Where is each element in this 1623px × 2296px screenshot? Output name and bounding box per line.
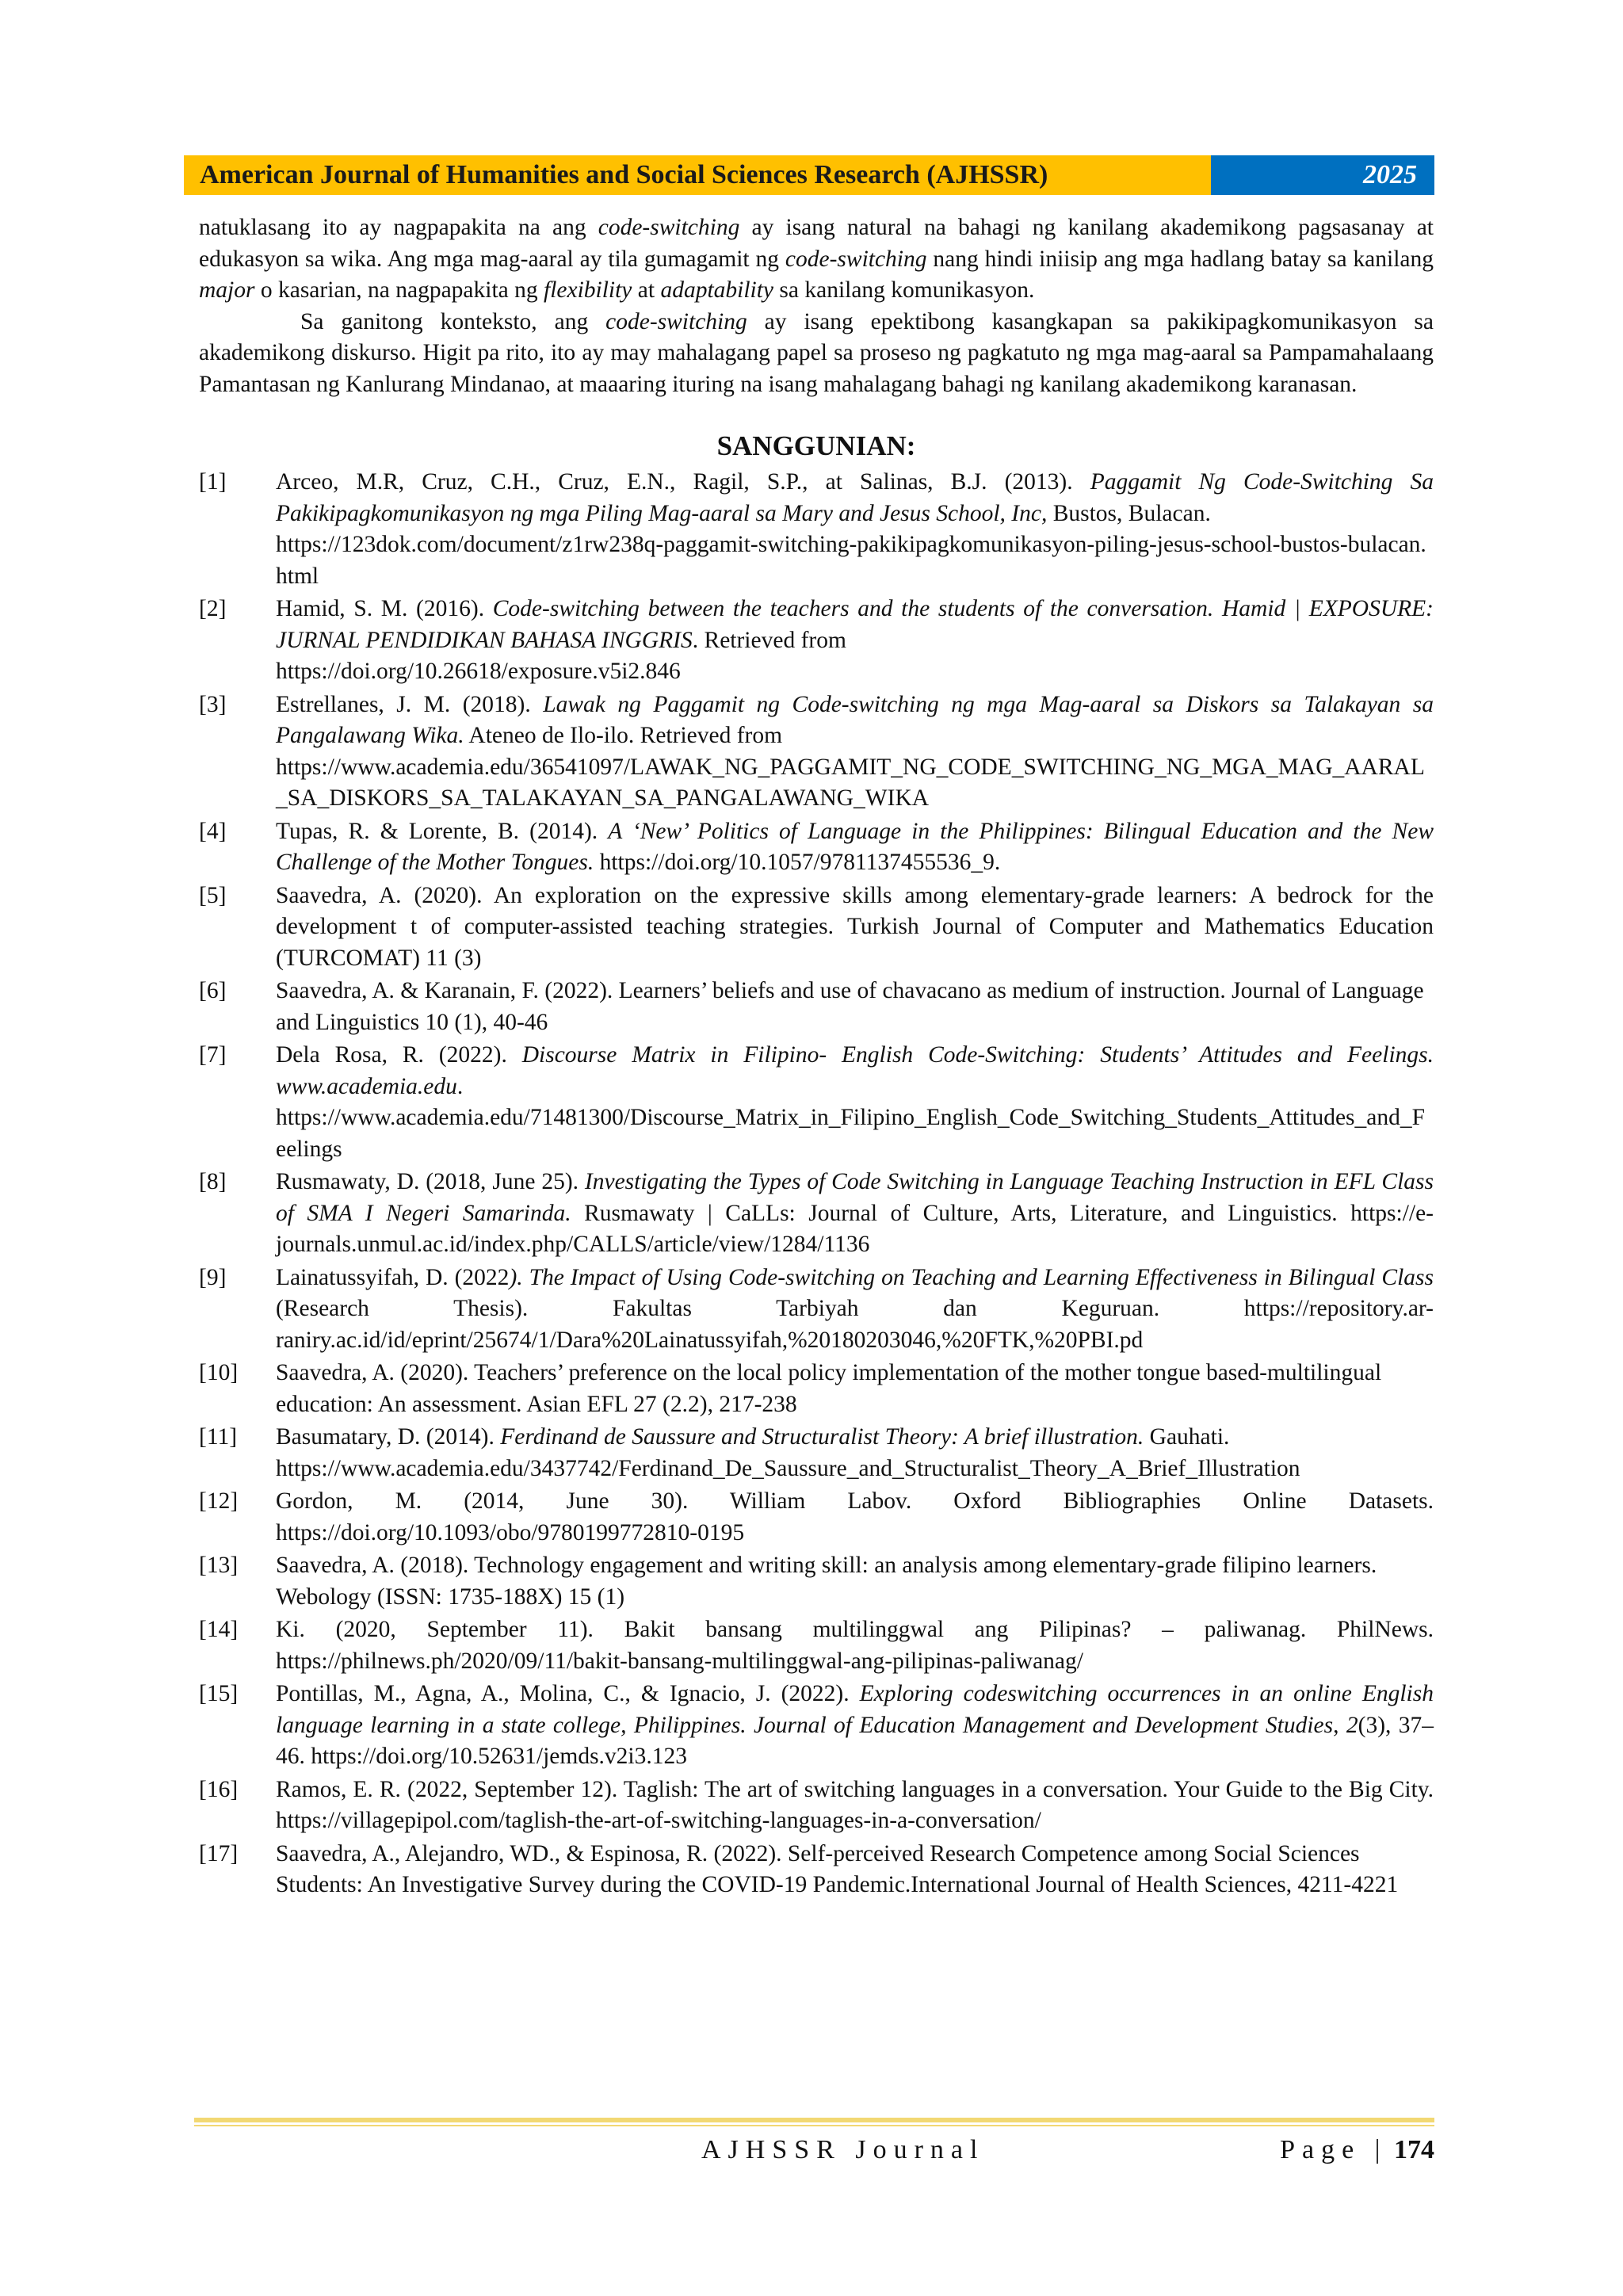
text-run: Saavedra, A. (2018). Technology engagement and writing skill: an analysis among elementary-grade filipino learners. Webology (ISSN: 1735-188X) 15 (1) bbox=[276, 1553, 1377, 1610]
intro-paragraph-1 bbox=[199, 212, 1434, 307]
text-run: at bbox=[632, 277, 661, 303]
text-run: Hamid, S. M. (2016). bbox=[276, 596, 493, 621]
text-run: ay isang epektibong kasangkapan sa pakikipagkomunikasyon sa akademikong diskurso. Higit pa rito, ito ay may mahalagang papel sa proseso ng pagkatuto ng mga mag-aaral sa Pampamahalaang Pamantasan ng Kanlurang Mindanao, at maaaring ituring na isang mahalagang bahagi ng kanilang akademikong karanasan. bbox=[199, 308, 1434, 397]
text-run: Basumatary, D. (2014). bbox=[276, 1424, 501, 1450]
reference-item bbox=[199, 1550, 1434, 1614]
reference-number: [6] bbox=[199, 978, 227, 1003]
reference-text bbox=[276, 1167, 1434, 1261]
footer-divider bbox=[194, 2118, 1434, 2122]
text-run: (Research Thesis). Fakultas Tarbiyah dan Keguruan. https://repository.ar-raniry.ac.id/id/eprint/25674/1/Dara%20Lainatussyifah,%20180203046,%20FTK,%20PBI.pd bbox=[276, 1296, 1434, 1353]
italic-text: Exploring codeswitching occurrences in an online English language learning in a state college, Philippines. Journal of Education Management and Development Studies bbox=[276, 1681, 1434, 1738]
reference-text bbox=[276, 1358, 1434, 1420]
footer-divider-thin bbox=[194, 2125, 1434, 2126]
text-run: Gauhati. bbox=[1144, 1424, 1230, 1450]
reference-text bbox=[276, 816, 1434, 879]
italic-text: Code-switching between the teachers and the students of the conversation. Hamid | EXPOSURE: JURNAL PENDIDIKAN BAHASA INGGRIS bbox=[276, 596, 1434, 653]
page-number: 174 bbox=[1394, 2135, 1434, 2164]
text-run: . bbox=[456, 1073, 464, 1099]
reference-number: [8] bbox=[199, 1169, 227, 1194]
reference-item bbox=[199, 1614, 1434, 1679]
intro-paragraph-2 bbox=[199, 307, 1434, 401]
reference-number: [1] bbox=[199, 469, 227, 495]
reference-number: [9] bbox=[199, 1264, 227, 1290]
text-run: , bbox=[1333, 1712, 1346, 1738]
reference-item bbox=[199, 1839, 1434, 1903]
reference-text bbox=[276, 1550, 1434, 1613]
reference-number: [4] bbox=[199, 818, 227, 844]
reference-url: https://doi.org/10.26618/exposure.v5i2.846 bbox=[276, 659, 681, 684]
text-run: Lainatussyifah, D. (2022 bbox=[276, 1264, 510, 1290]
reference-item bbox=[199, 1486, 1434, 1550]
reference-text bbox=[276, 881, 1434, 975]
text-run: (3), 37–46. https://doi.org/10.52631/jemds.v2i3.123 bbox=[276, 1712, 1434, 1769]
page-footer bbox=[194, 2132, 1434, 2168]
reference-number: [7] bbox=[199, 1042, 227, 1068]
reference-url: https://www.academia.edu/71481300/Discourse_Matrix_in_Filipino_English_Code_Switching_Students_Attitudes_and_Feelings bbox=[276, 1105, 1426, 1162]
reference-number: [13] bbox=[199, 1553, 239, 1578]
text-run: ay isang natural na bahagi ng kanilang akademikong pagsasanay at edukasyon sa wika. Ang mga mag-aaral ay tila gumagamit ng bbox=[199, 215, 1434, 272]
reference-text bbox=[276, 1486, 1434, 1549]
text-run: nang hindi iniisip ang mga hadlang batay sa kanilang bbox=[926, 246, 1434, 272]
reference-text bbox=[276, 1614, 1434, 1677]
reference-number: [16] bbox=[199, 1776, 239, 1802]
reference-item bbox=[199, 690, 1434, 816]
reference-text bbox=[276, 594, 1434, 688]
reference-text bbox=[276, 690, 1434, 815]
reference-item bbox=[199, 1263, 1434, 1358]
text-run: Pontillas, M., Agna, A., Molina, C., & Ignacio, J. (2022). bbox=[276, 1681, 860, 1706]
text-run: Ateneo de Ilo-ilo. Retrieved from bbox=[464, 723, 783, 748]
text-run: https://doi.org/10.1057/9781137455536_9. bbox=[594, 850, 1001, 875]
italic-text: Discourse Matrix in Filipino- English Code-Switching: Students’ Attitudes and Feelings. www.academia.edu bbox=[276, 1042, 1434, 1099]
article-body bbox=[199, 212, 1434, 1903]
reference-text bbox=[276, 976, 1434, 1038]
reference-text bbox=[276, 1839, 1434, 1901]
reference-url: https://www.academia.edu/36541097/LAWAK_NG_PAGGAMIT_NG_CODE_SWITCHING_NG_MGA_MAG_AARAL_SA_DISKORS_SA_TALAKAYAN_SA_PANGALAWANG_WIKA bbox=[276, 754, 1425, 811]
italic-text: Investigating the Types of Code Switching in Language Teaching Instruction in EFL Class of SMA I Negeri Samarinda. bbox=[276, 1169, 1434, 1226]
italic-text: Ferdinand de Saussure and Structuralist Theory: A brief illustration. bbox=[500, 1424, 1144, 1450]
references-list bbox=[199, 467, 1434, 1903]
footer-journal-name: AJHSSR Journal bbox=[701, 2135, 985, 2164]
text-run: Sa ganitong konteksto, ang bbox=[300, 308, 606, 334]
italic-text: adaptability bbox=[660, 277, 774, 303]
reference-number: [14] bbox=[199, 1617, 239, 1642]
italic-text: code-switching bbox=[785, 246, 927, 272]
journal-title: American Journal of Humanities and Social Sciences Research (AJHSSR) bbox=[184, 155, 1211, 195]
reference-text bbox=[276, 1775, 1434, 1837]
text-run: Gordon, M. (2014, June 30). William Labov. Oxford Bibliographies Online Datasets. https://doi.org/10.1093/obo/9780199772810-0195 bbox=[276, 1488, 1434, 1545]
text-run: Rusmawaty, D. (2018, June 25). bbox=[276, 1169, 585, 1194]
text-run: Estrellanes, J. M. (2018). bbox=[276, 691, 544, 717]
reference-number: [11] bbox=[199, 1424, 238, 1450]
italic-text: 2 bbox=[1346, 1712, 1358, 1738]
reference-number: [5] bbox=[199, 882, 227, 908]
reference-text bbox=[276, 467, 1434, 592]
reference-item bbox=[199, 594, 1434, 690]
reference-item bbox=[199, 1040, 1434, 1167]
text-run: Bustos, Bulacan. bbox=[1047, 500, 1211, 526]
reference-item bbox=[199, 1358, 1434, 1422]
reference-item bbox=[199, 976, 1434, 1040]
reference-number: [10] bbox=[199, 1360, 239, 1385]
text-run: Saavedra, A. & Karanain, F. (2022). Learners’ beliefs and use of chavacano as medium of instruction. Journal of Language and Linguistics 10 (1), 40-46 bbox=[276, 978, 1424, 1035]
reference-item bbox=[199, 816, 1434, 881]
text-run: Ramos, E. R. (2022, September 12). Taglish: The art of switching languages in a conversation. Your Guide to the Big City. https://villagepipol.com/taglish-the-art-of-switching-languages-in-a-conversation/ bbox=[276, 1776, 1434, 1833]
text-run: Rusmawaty | CaLLs: Journal of Culture, Arts, Literature, and Linguistics. https://e-journals.unmul.ac.id/index.php/CALLS/article/view/1284/1136 bbox=[276, 1200, 1434, 1257]
text-run: Saavedra, A., Alejandro, WD., & Espinosa, R. (2022). Self-perceived Research Competence among Social Sciences Students: An Investigative Survey during the COVID-19 Pandemic.International Journal of Health Sciences, 4211-4221 bbox=[276, 1840, 1399, 1897]
text-run: Tupas, R. & Lorente, B. (2014). bbox=[276, 818, 609, 844]
italic-text: A ‘New’ Politics of Language in the Philippines: Bilingual Education and the New Challenge of the Mother Tongues. bbox=[276, 818, 1434, 875]
italic-text: Paggamit Ng Code-Switching Sa Pakikipagkomunikasyon ng mga Piling Mag-aaral sa Mary and Jesus School, Inc, bbox=[276, 469, 1434, 526]
journal-header-bar bbox=[184, 155, 1434, 195]
journal-year: 2025 bbox=[1211, 155, 1434, 195]
text-run: Ki. (2020, September 11). Bakit bansang multilinggwal ang Pilipinas? – paliwanag. PhilNews. https://philnews.ph/2020/09/11/bakit-bansang-multilinggwal-ang-pilipinas-paliwanag/ bbox=[276, 1617, 1434, 1674]
text-run: Saavedra, A. (2020). An exploration on the expressive skills among elementary-grade learners: A bedrock for the development t of computer-assisted teaching strategies. Turkish Journal of Computer and Mathematics Education (TURCOMAT) 11 (3) bbox=[276, 882, 1434, 971]
text-run: Arceo, M.R, Cruz, C.H., Cruz, E.N., Ragil, S.P., at Salinas, B.J. (2013). bbox=[276, 469, 1090, 495]
reference-item bbox=[199, 1167, 1434, 1263]
reference-item bbox=[199, 1422, 1434, 1486]
text-run: Saavedra, A. (2020). Teachers’ preference on the local policy implementation of the mother tongue based-multilingual education: An assessment. Asian EFL 27 (2.2), 217-238 bbox=[276, 1360, 1382, 1417]
reference-url: https://www.academia.edu/3437742/Ferdinand_De_Saussure_and_Structuralist_Theory_A_Brief_Illustration bbox=[276, 1455, 1300, 1481]
italic-text: major bbox=[199, 277, 255, 303]
reference-url: https://123dok.com/document/z1rw238q-paggamit-switching-pakikipagkomunikasyon-piling-jesus-school-bustos-bulacan.html bbox=[276, 532, 1426, 589]
reference-number: [12] bbox=[199, 1488, 239, 1514]
reference-number: [17] bbox=[199, 1840, 239, 1866]
italic-text: code-switching bbox=[598, 215, 740, 240]
references-heading: SANGGUNIAN: bbox=[716, 430, 916, 461]
reference-number: [3] bbox=[199, 691, 227, 717]
italic-text: flexibility bbox=[544, 277, 632, 303]
text-run: . Retrieved from bbox=[692, 627, 846, 653]
reference-number: [2] bbox=[199, 596, 227, 621]
italic-text: ). The Impact of Using Code-switching on Teaching and Learning Effectiveness in Bilingual Class bbox=[509, 1264, 1434, 1290]
footer-page bbox=[1280, 2132, 1434, 2168]
reference-number: [15] bbox=[199, 1681, 239, 1706]
italic-text: Lawak ng Paggamit ng Code-switching ng mga Mag-aaral sa Diskors sa Talakayan sa Pangalawang Wika. bbox=[276, 691, 1434, 748]
reference-text bbox=[276, 1263, 1434, 1357]
reference-item bbox=[199, 881, 1434, 976]
text-run: natuklasang ito ay nagpapakita na ang bbox=[199, 215, 598, 240]
reference-text bbox=[276, 1040, 1434, 1165]
reference-item bbox=[199, 467, 1434, 594]
text-run: Dela Rosa, R. (2022). bbox=[276, 1042, 522, 1068]
text-run: sa kanilang komunikasyon. bbox=[773, 277, 1035, 303]
reference-text bbox=[276, 1679, 1434, 1773]
text-run: o kasarian, na nagpapakita ng bbox=[254, 277, 544, 303]
italic-text: code-switching bbox=[605, 308, 747, 334]
reference-text bbox=[276, 1422, 1434, 1484]
reference-item bbox=[199, 1679, 1434, 1775]
footer-page-label: Page | bbox=[1280, 2135, 1388, 2164]
reference-item bbox=[199, 1775, 1434, 1839]
